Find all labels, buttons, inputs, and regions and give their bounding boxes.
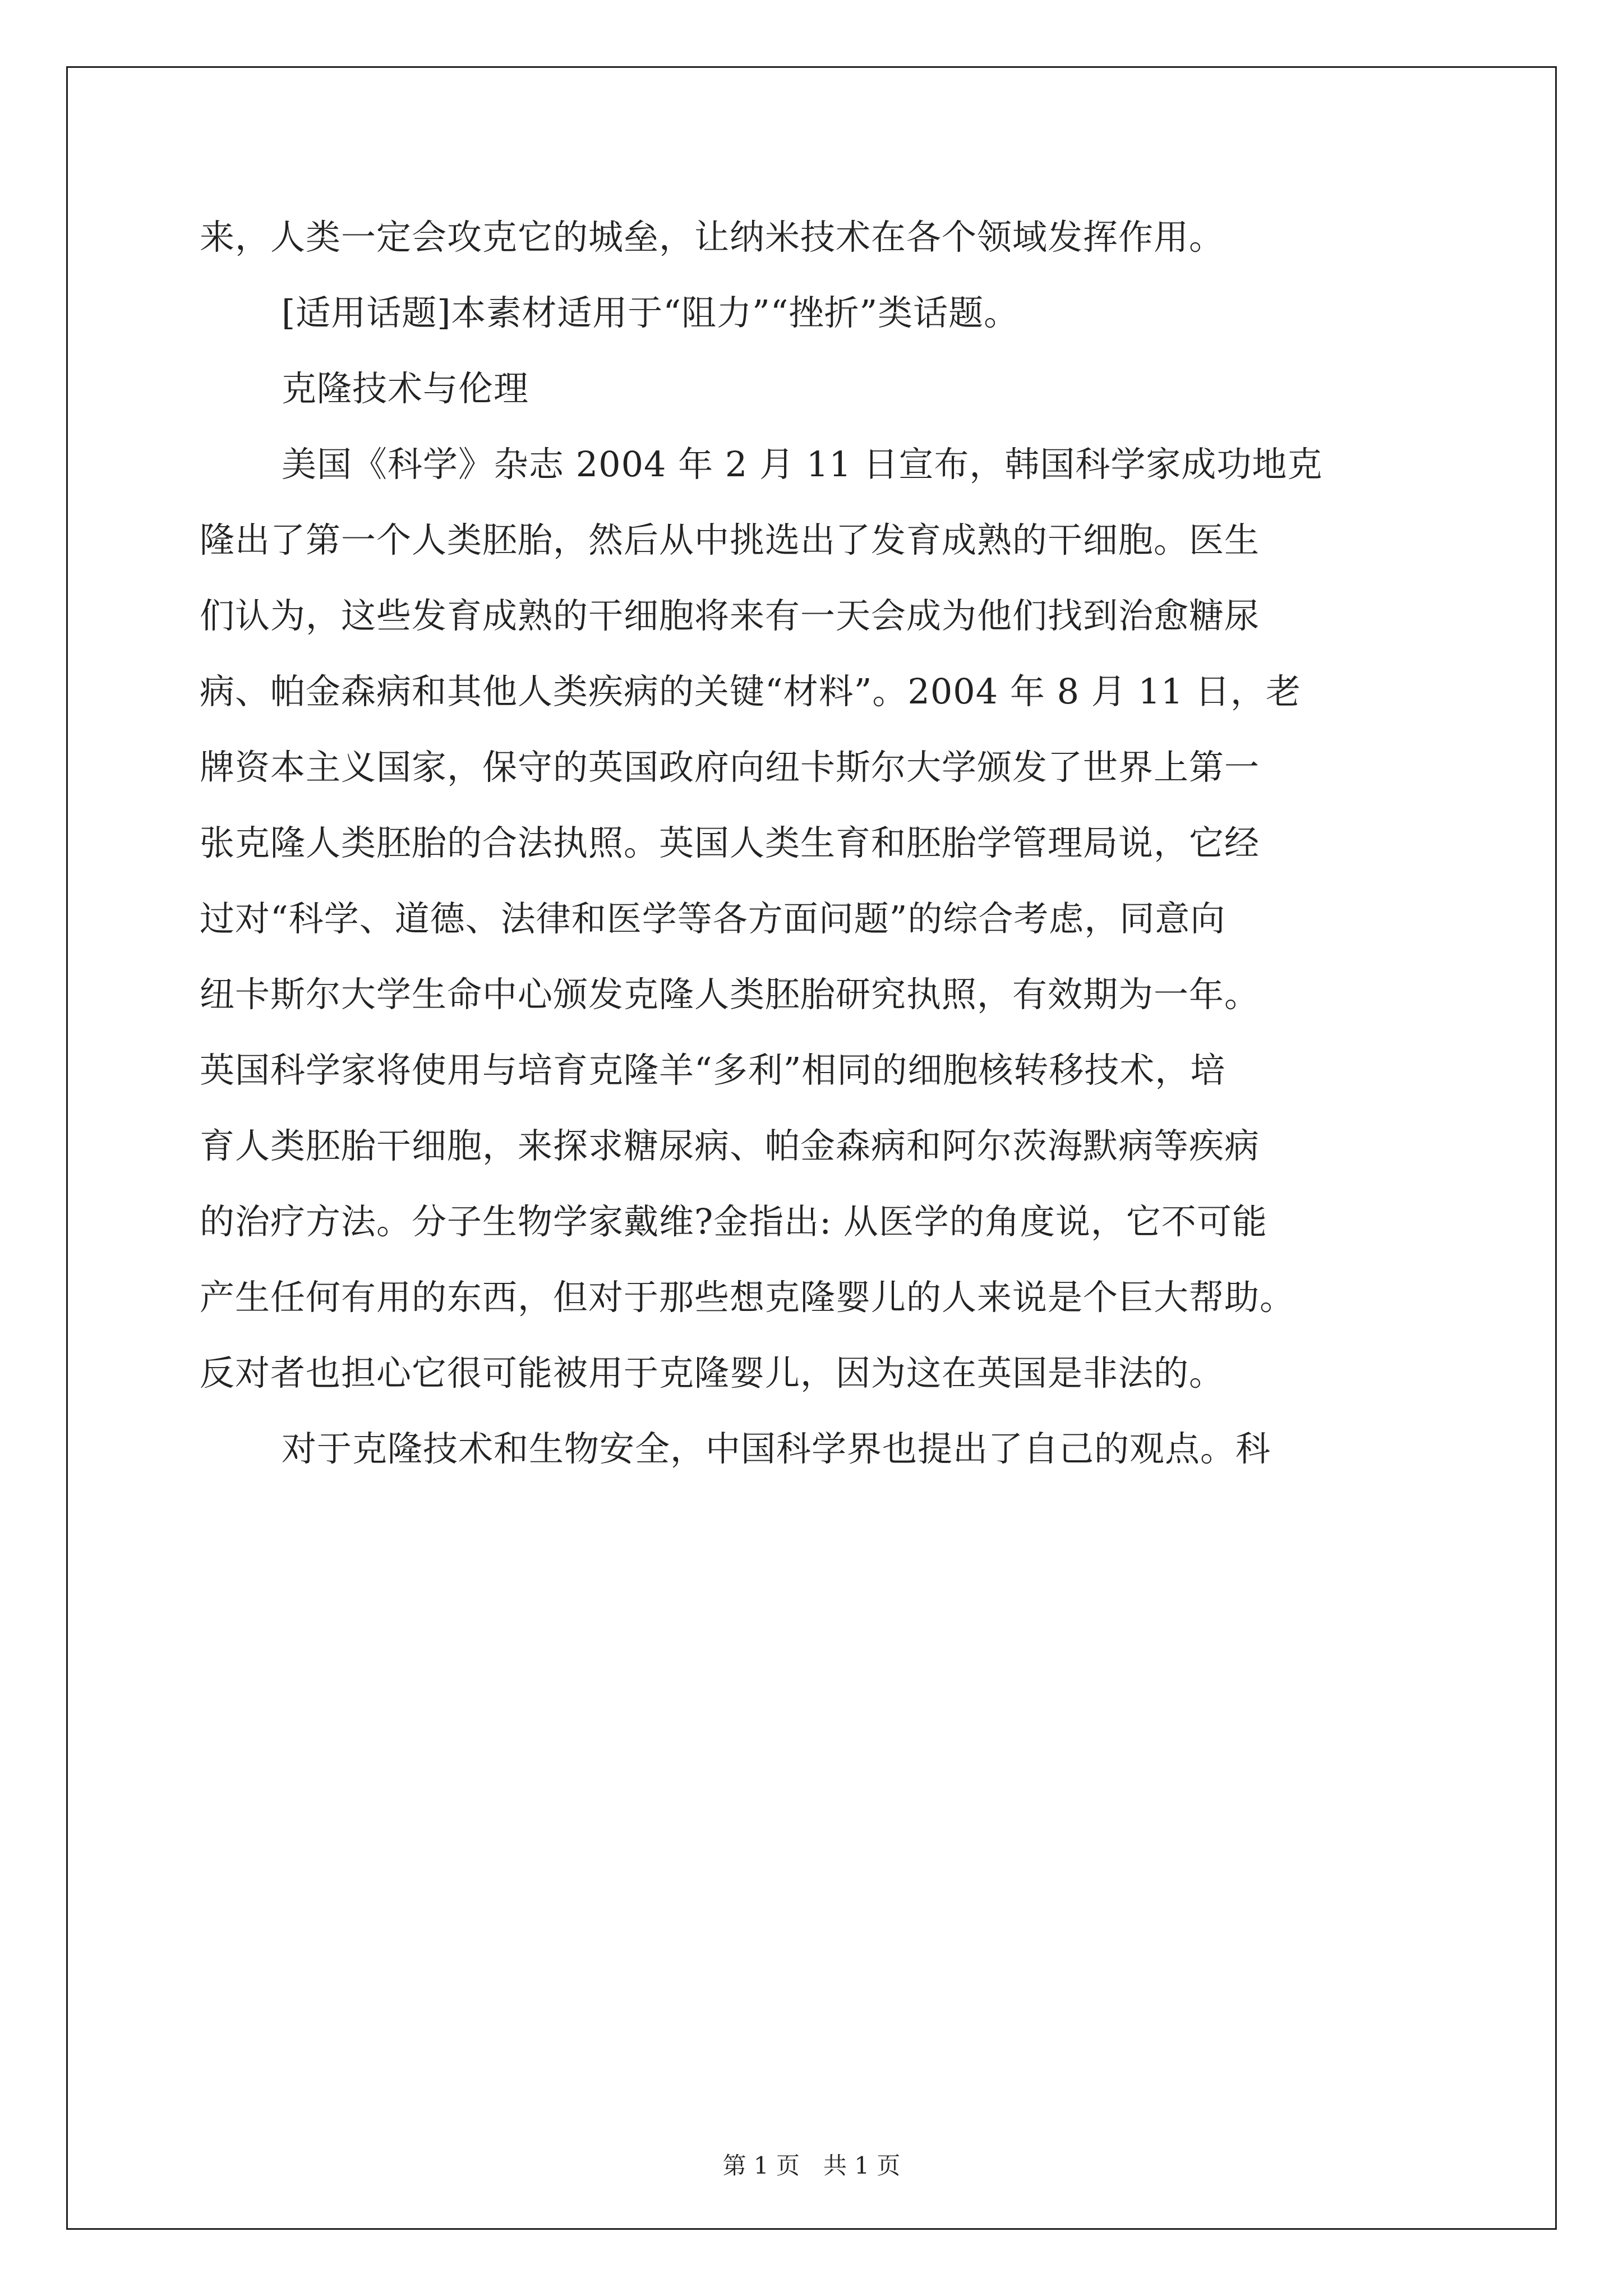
text-line: 美国《科学》杂志 2004 年 2 月 11 日宣布，韩国科学家成功地克: [282, 444, 1323, 485]
section-heading: [200, 351, 1433, 426]
text-line: 育人类胚胎干细胞，来探求糖尿病、帕金森病和阿尔茨海默病等疾病: [200, 1125, 1260, 1166]
text-line: 产生任何有用的东西，但对于那些想克隆婴儿的人来说是个巨大帮助。: [200, 1277, 1295, 1318]
paragraph-china-view: [200, 1411, 1433, 1487]
text-line: 的治疗方法。分子生物学家戴维?金指出: 从医学的角度说，它不可能: [200, 1201, 1267, 1242]
paragraph-main: [200, 426, 1433, 1411]
text-line: 张克隆人类胚胎的合法执照。英国人类生育和胚胎学管理局说，它经: [200, 822, 1260, 863]
text-line: 过对“科学、道德、法律和医学等各方面问题”的综合考虑，同意向: [200, 898, 1226, 939]
text-line: 反对者也担心它很可能被用于克隆婴儿，因为这在英国是非法的。: [200, 1352, 1225, 1393]
paragraph-continuation: [200, 199, 1433, 275]
text-line: 纽卡斯尔大学生命中心颁发克隆人类胚胎研究执照，有效期为一年。: [200, 974, 1260, 1015]
text-line: 牌资本主义国家，保守的英国政府向纽卡斯尔大学颁发了世界上第一: [200, 747, 1260, 788]
text-line: 隆出了第一个人类胚胎，然后从中挑选出了发育成熟的干细胞。医生: [200, 519, 1260, 560]
page-number: 第 1 页 共 1 页: [722, 2152, 901, 2179]
document-body: [200, 199, 1433, 1487]
text-line: 来，人类一定会攻克它的城垒，让纳米技术在各个领域发挥作用。: [200, 217, 1225, 257]
text-line: 英国科学家将使用与培育克隆羊“多利”相同的细胞核转移技术，培: [200, 1050, 1226, 1091]
paragraph-topic-note: [200, 275, 1433, 351]
text-line: [适用话题]本素材适用于“阻力”“挫折”类话题。: [282, 292, 1020, 333]
text-line: 病、帕金森病和其他人类疾病的关键“材料”。2004 年 8 月 11 日，老: [200, 671, 1302, 712]
heading-text: 克隆技术与伦理: [282, 368, 529, 409]
text-line: 对于克隆技术和生物安全，中国科学界也提出了自己的观点。科: [282, 1428, 1271, 1469]
text-line: 们认为，这些发育成熟的干细胞将来有一天会成为他们找到治愈糖尿: [200, 595, 1260, 636]
